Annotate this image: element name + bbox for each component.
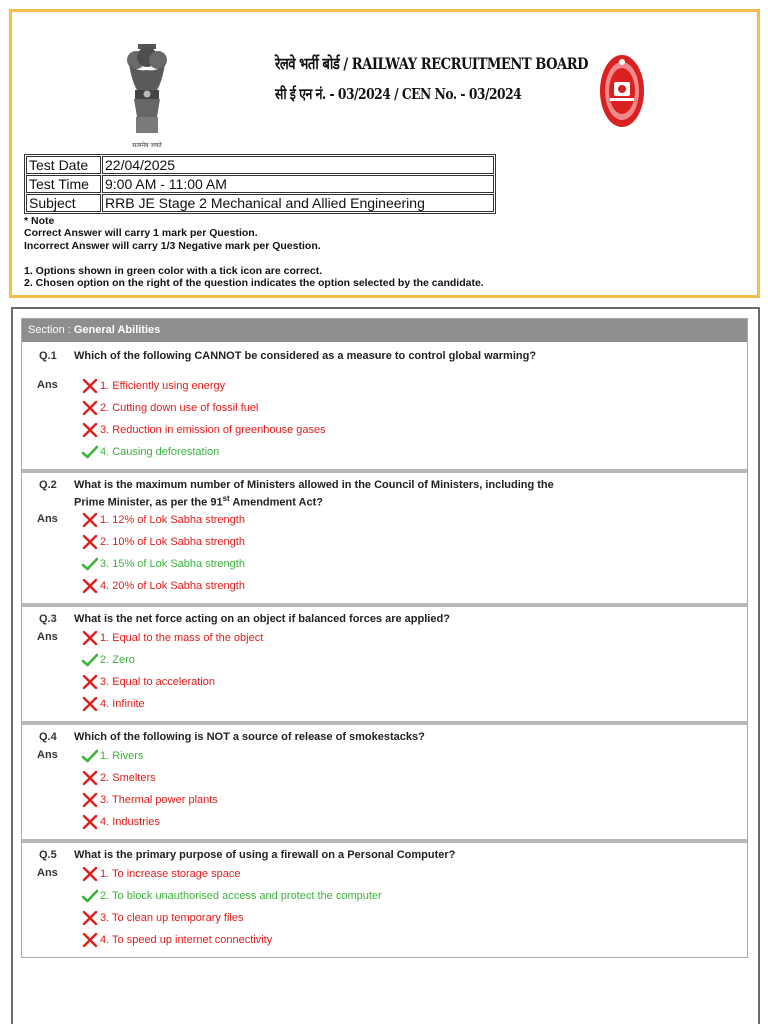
question-text: [74, 479, 564, 510]
info-key: Test Time: [26, 175, 101, 193]
ordinal-suffix: st: [222, 494, 230, 503]
option-item: [82, 889, 382, 903]
check-icon: [82, 445, 98, 459]
note-line: 1. Options shown in green color with a tick icon are correct.: [24, 264, 323, 277]
cross-icon: [82, 771, 98, 785]
option-item: [82, 557, 245, 571]
option-text: 4. Industries: [100, 816, 160, 828]
cross-icon: [82, 401, 98, 415]
note-line: Incorrect Answer will carry 1/3 Negative mark per Question.: [24, 239, 321, 252]
info-value: RRB JE Stage 2 Mechanical and Allied Engineering: [102, 194, 494, 212]
answer-label: Ans: [37, 513, 58, 525]
question-number: Q.3: [39, 613, 57, 625]
question-number: Q.2: [39, 479, 57, 491]
cross-icon: [82, 793, 98, 807]
answer-label: Ans: [37, 631, 58, 643]
check-icon: [82, 889, 98, 903]
title-block: [248, 52, 588, 104]
cross-icon: [82, 379, 98, 393]
question-block: [22, 721, 747, 839]
info-value: 22/04/2025: [102, 156, 494, 174]
option-item: [82, 749, 143, 763]
table-row: [26, 175, 494, 193]
cross-icon: [82, 697, 98, 711]
option-text: 2. Zero: [100, 654, 135, 666]
option-text: 4. Causing deforestation: [100, 446, 220, 458]
note-line: 2. Chosen option on the right of the question indicates the option selected by the candidate.: [24, 277, 484, 290]
indian-railways-logo-icon: [598, 52, 646, 130]
option-text: 2. 10% of Lok Sabha strength: [100, 536, 245, 548]
cross-icon: [82, 815, 98, 829]
option-text: 3. To clean up temporary files: [100, 912, 244, 924]
answer-label: Ans: [37, 749, 58, 761]
header-box: [9, 9, 760, 298]
option-text: 1. Efficiently using energy: [100, 380, 226, 392]
option-text: 4. To speed up internet connectivity: [100, 934, 273, 946]
option-text: 3. Thermal power plants: [100, 794, 218, 806]
table-row: [26, 156, 494, 174]
option-item: [82, 771, 156, 785]
option-text: 2. To block unauthorised access and protect the computer: [100, 890, 382, 902]
option-item: [82, 631, 263, 645]
option-item: [82, 933, 272, 947]
question-text: Which of the following CANNOT be considered as a measure to control global warming?: [74, 350, 537, 362]
option-text: 1. Rivers: [100, 750, 144, 762]
option-item: [82, 697, 145, 711]
check-icon: [82, 653, 98, 667]
option-item: [82, 513, 245, 527]
info-value: 9:00 AM - 11:00 AM: [102, 175, 494, 193]
check-icon: [82, 557, 98, 571]
question-number: Q.4: [39, 731, 57, 743]
option-text: 1. 12% of Lok Sabha strength: [100, 514, 245, 526]
option-text: 2. Cutting down use of fossil fuel: [100, 402, 259, 414]
option-text: 3. Equal to acceleration: [100, 676, 215, 688]
question-text: Which of the following is NOT a source of release of smokestacks?: [74, 731, 425, 743]
cross-icon: [82, 535, 98, 549]
option-text: 4. Infinite: [100, 698, 145, 710]
option-text: 4. 20% of Lok Sabha strength: [100, 580, 245, 592]
question-block: [22, 839, 747, 957]
section-header: [22, 319, 747, 342]
cross-icon: [82, 631, 98, 645]
question-block: [22, 603, 747, 721]
section-prefix: Section :: [28, 324, 74, 336]
question-number: Q.1: [39, 350, 57, 362]
national-emblem-icon: [124, 42, 170, 152]
board-title: रेलवे भर्ती बोर्ड / RAILWAY RECRUITMENT BOARD: [275, 54, 588, 73]
option-item: [82, 793, 218, 807]
cross-icon: [82, 933, 98, 947]
info-key: Subject: [26, 194, 101, 212]
question-number: Q.5: [39, 849, 57, 861]
option-item: [82, 423, 326, 437]
option-item: [82, 815, 160, 829]
option-item: [82, 401, 258, 415]
option-text: 1. Equal to the mass of the object: [100, 632, 264, 644]
cross-icon: [82, 513, 98, 527]
option-item: [82, 579, 245, 593]
option-text: 1. To increase storage space: [100, 868, 241, 880]
question-text: What is the primary purpose of using a firewall on a Personal Computer?: [74, 849, 456, 861]
question-text-part: What is the maximum number of Ministers allowed in the Council of Ministers, including the Prime Minister, as per the 91: [74, 479, 554, 509]
cen-number: सी ई एन नं. - 03/2024 / CEN No. - 03/2024: [275, 85, 522, 103]
question-text-part: Amendment Act?: [229, 496, 324, 509]
note-line: Correct Answer will carry 1 mark per Question.: [24, 227, 258, 240]
cross-icon: [82, 911, 98, 925]
cross-icon: [82, 675, 98, 689]
svg-text:सत्यमेव जयते: सत्यमेव जयते: [132, 142, 162, 149]
question-block: [22, 469, 747, 603]
table-row: [26, 194, 494, 212]
answer-label: Ans: [37, 379, 58, 391]
question-section: [21, 318, 748, 958]
option-item: [82, 867, 240, 881]
option-text: 3. 15% of Lok Sabha strength: [100, 558, 245, 570]
option-item: [82, 379, 225, 393]
cross-icon: [82, 423, 98, 437]
option-item: [82, 535, 245, 549]
answer-label: Ans: [37, 867, 58, 879]
question-block: [22, 342, 747, 469]
option-item: [82, 675, 215, 689]
cross-icon: [82, 579, 98, 593]
info-key: Test Date: [26, 156, 101, 174]
notes: [24, 215, 484, 289]
section-name: General Abilities: [73, 324, 161, 336]
option-item: [82, 653, 135, 667]
option-item: [82, 911, 243, 925]
question-text: What is the net force acting on an object if balanced forces are applied?: [74, 613, 450, 625]
test-info-table: [24, 154, 496, 214]
option-text: 2. Smelters: [100, 772, 156, 784]
cross-icon: [82, 867, 98, 881]
option-item: [82, 445, 219, 459]
check-icon: [82, 749, 98, 763]
note-title: * Note: [24, 215, 55, 227]
option-text: 3. Reduction in emission of greenhouse gases: [100, 424, 326, 436]
